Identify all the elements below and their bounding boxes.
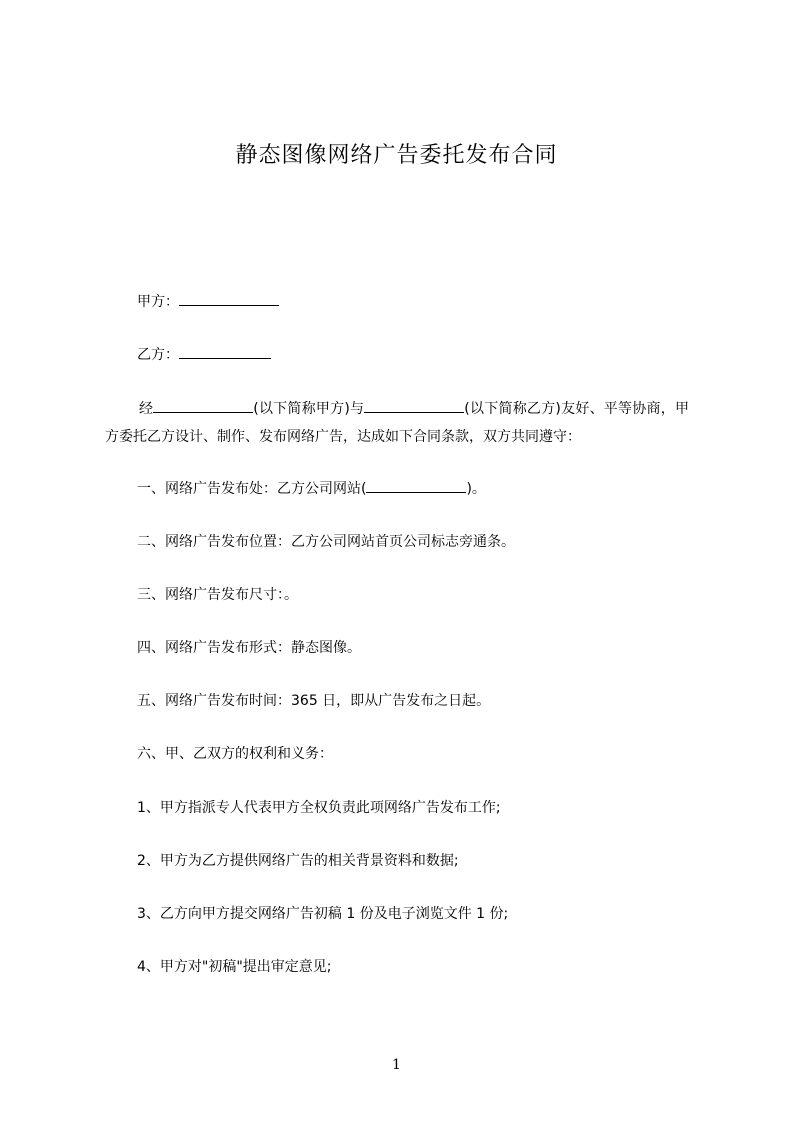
sub-clause-3: 3、乙方向甲方提交网络广告初稿 1 份及电子浏览文件 1 份; xyxy=(137,906,509,922)
document-title: 静态图像网络广告委托发布合同 xyxy=(235,143,558,168)
party-b-line xyxy=(137,344,271,365)
clause-1-prefix: 一、网络广告发布处：乙方公司网站( xyxy=(137,481,367,497)
preamble-blank-b xyxy=(364,398,464,413)
sub-clause-2: 2、甲方为乙方提供网络广告的相关背景资料和数据; xyxy=(137,853,459,869)
clause-1 xyxy=(137,478,486,499)
page-number: 1 xyxy=(392,1057,401,1073)
party-a-label: 甲方： xyxy=(137,294,179,310)
preamble-prefix: 经 xyxy=(139,401,154,417)
clause-2: 二、网络广告发布位置：乙方公司网站首页公司标志旁通条。 xyxy=(137,534,515,550)
clause-3: 三、网络广告发布尺寸：。 xyxy=(137,587,298,603)
party-b-blank xyxy=(179,344,271,359)
party-a-line xyxy=(137,291,279,312)
preamble-mid1: (以下简称甲方)与 xyxy=(253,401,365,417)
clause-5: 五、网络广告发布时间：365 日，即从广告发布之日起。 xyxy=(137,693,491,709)
party-a-blank xyxy=(179,291,279,306)
sub-clause-1: 1、甲方指派专人代表甲方全权负责此项网络广告发布工作; xyxy=(137,800,501,816)
party-b-label: 乙方： xyxy=(137,347,179,363)
sub-clause-4: 4、甲方对"初稿"提出审定意见; xyxy=(137,959,332,975)
preamble-paragraph xyxy=(105,395,689,451)
clause-6: 六、甲、乙双方的权利和义务： xyxy=(137,746,333,762)
clause-4: 四、网络广告发布形式：静态图像。 xyxy=(137,640,361,656)
clause-1-suffix: )。 xyxy=(466,481,486,497)
preamble-blank-a xyxy=(153,398,253,413)
preamble-mid2: (以下简称乙方)友好、平等协商，甲方委托乙方设计、制作、发布网络广告，达成如下合同条款，双方共同遵守： xyxy=(105,401,689,445)
clause-1-blank xyxy=(366,478,466,493)
